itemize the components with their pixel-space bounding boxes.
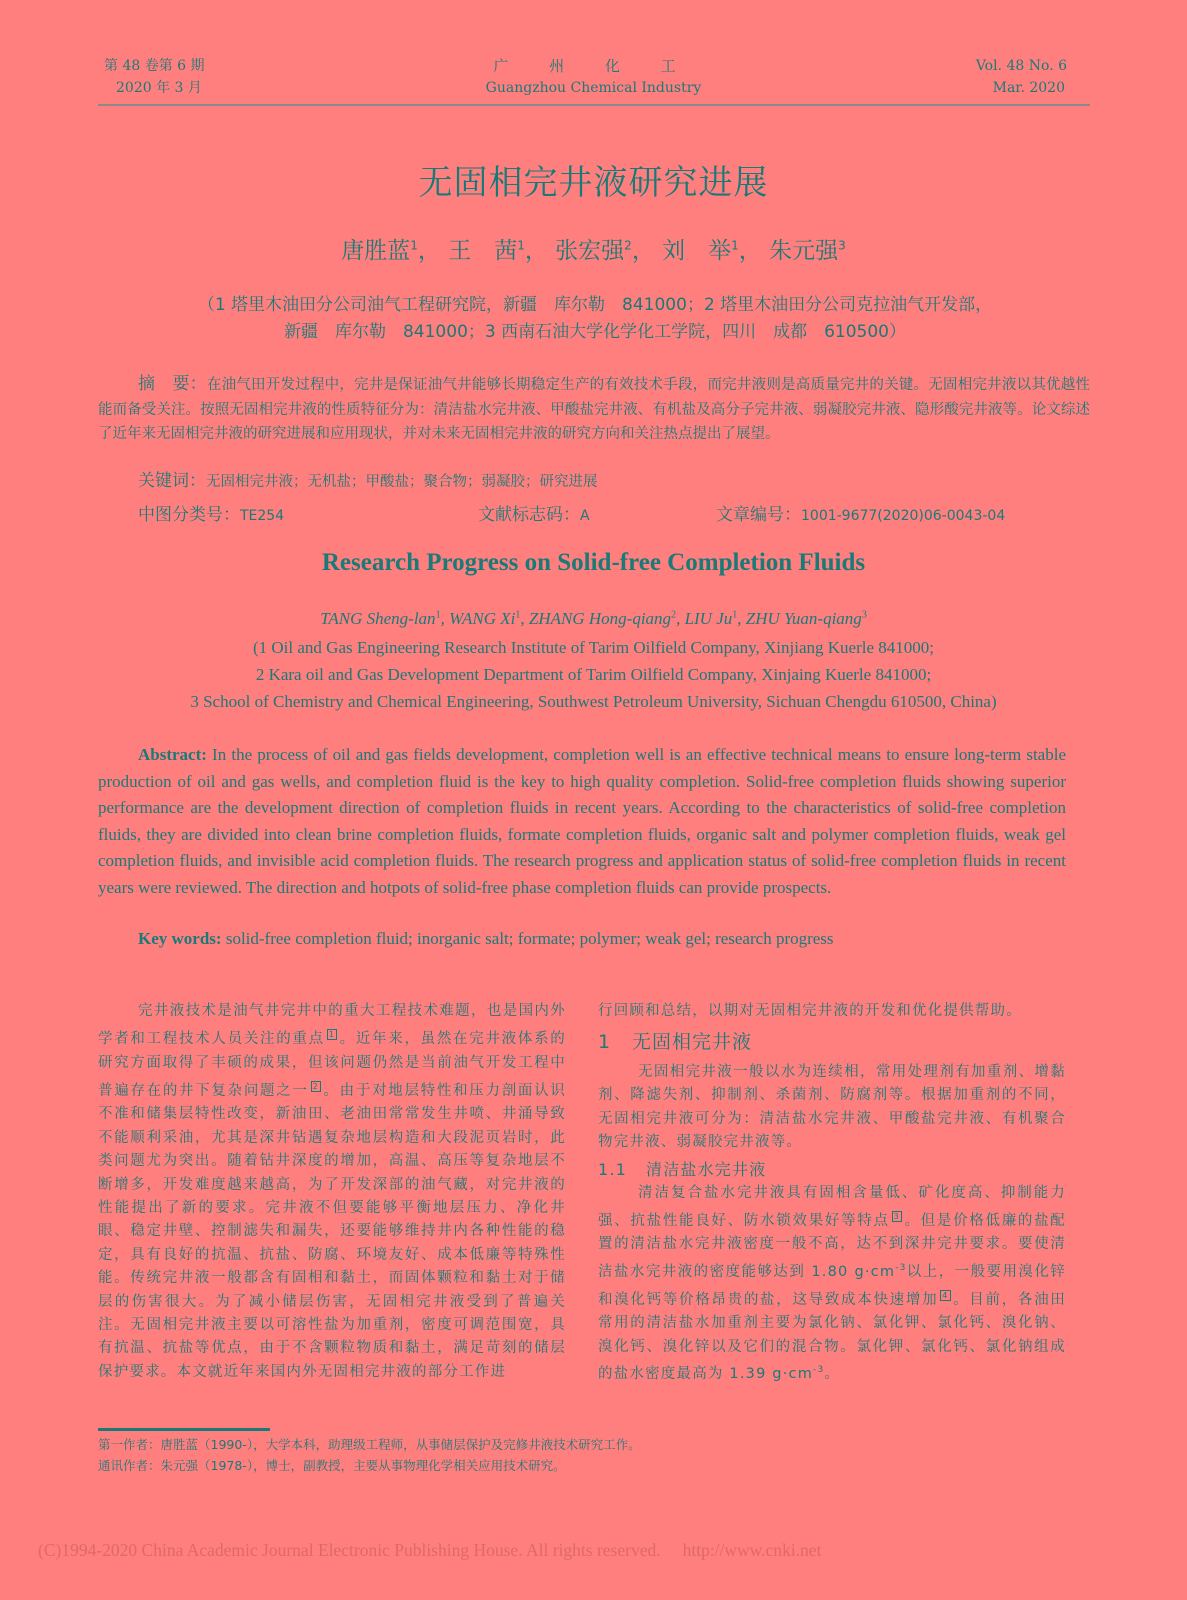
text-run: 。但是价格低廉的盐配置的清洁盐水完井液密度一般不高，达不到深井完井要求。要使清洁盐水完井液的密度能够达到 1.80 g·cm — [598, 1213, 1067, 1280]
abstract-label-cn: 摘 要： — [138, 374, 207, 394]
unit-exponent: -3 — [895, 1262, 907, 1273]
footnotes — [98, 1434, 641, 1476]
date-cn: 2020 年 3 月 — [116, 80, 202, 96]
author-name: 朱元强 — [769, 238, 839, 264]
affiliation-line-en: 3 School of Chemistry and Chemical Engineering, Southwest Petroleum University, Sichuan Chengdu 610500, China) — [190, 692, 997, 711]
author-affil-sup: 1 — [517, 238, 525, 253]
affiliation-line: （1 塔里木油田分公司油气工程研究院，新疆 库尔勒 841000；2 塔里木油田分公司克拉油气开发部， — [197, 295, 993, 315]
author-affil-sup: 1 — [515, 609, 521, 621]
author-name-en: WANG Xi — [449, 609, 516, 628]
text-run: 。近年来，虽然在完井液体系的研究方面取得了丰硕的成果，但该问题仍然是当前油气开发工程中普遍存在的井下复杂问题之一 — [98, 1031, 566, 1099]
copyright-watermark — [38, 1540, 821, 1561]
author-affil-sup: 1 — [410, 238, 418, 253]
author-affil-sup: 3 — [861, 609, 867, 621]
author-name-en: TANG Sheng-lan — [320, 609, 436, 628]
keywords-text-cn: 无固相完井液；无机盐；甲酸盐；聚合物；弱凝胶；研究进展 — [206, 474, 598, 490]
affiliation-line-en: (1 Oil and Gas Engineering Research Institute of Tarim Oilfield Company, Xinjiang Kuerle 841000; — [252, 638, 934, 657]
unit-exponent: -3 — [813, 1365, 825, 1376]
affiliations-en — [60, 634, 1127, 715]
author-list-en: TANG Sheng-lan$^1$, WANG Xi$^1$, ZHANG Hong-qiang$^2$, LIU Ju$^1$, ZHU Yuan-qiang$^3$ — [320, 609, 867, 628]
author-name: 唐胜蓝 — [341, 238, 411, 264]
body-paragraph: 行回顾和总结，以期对无固相完井液的开发和优化提供帮助。 — [598, 1003, 1022, 1019]
body-paragraph: 无固相完井液一般以水为连续相，常用处理剂有加重剂、增黏剂、降滤失剂、抑制剂、杀菌剂、防腐剂等。根据加重剂的不同，无固相完井液可分为：清洁盐水完井液、甲酸盐完井液、有机聚合物完井液、弱凝胶完井液等。 — [598, 1063, 1066, 1151]
volume-issue-cn: 第 48 卷第 6 期 — [104, 58, 205, 74]
footnote-divider — [98, 1428, 270, 1431]
body-paragraph — [98, 1000, 566, 1384]
footnote-corresponding-author: 通讯作者：朱元强（1978-），博士，副教授，主要从事物理化学相关应用技术研究。 — [98, 1458, 566, 1473]
journal-name-cn: 广 州 化 工 — [493, 57, 694, 75]
author-affil-sup: 2 — [624, 238, 632, 253]
clc-label: 中图分类号： — [138, 505, 240, 525]
affiliations-cn — [130, 292, 1060, 346]
journal-name-en: Guangzhou Chemical Industry — [485, 80, 702, 96]
section-heading-1 — [598, 1031, 1066, 1054]
journal-issue-info-en — [976, 55, 1067, 99]
author-affil-sup: 1 — [732, 609, 738, 621]
section-title: 无固相完井液 — [632, 1031, 753, 1054]
doc-code-value: A — [580, 508, 590, 524]
abstract-text-cn: 在油气田开发过程中，完井是保证油气井能够长期稳定生产的有效技术手段，而完井液则是高质量完井的关键。无固相完井液以其优越性能而备受关注。按照无固相完井液的性质特征分为：清洁盐水完井液、甲酸盐完井液、有机盐及高分子完井液、弱凝胶完井液、隐形酸完井液等。论文综述了近年来无固相完井液的研究进展和应用现状，并对未来无固相完井液的研究方向和关注热点提出了展望。 — [98, 377, 1090, 442]
paper-title-en: Research Progress on Solid-free Completion Fluids — [321, 549, 866, 576]
clc-number — [138, 500, 284, 525]
author-affil-sup: 2 — [671, 609, 677, 621]
abstract-en — [98, 742, 1066, 902]
doc-code-label: 文献标志码： — [478, 505, 580, 525]
body-paragraph — [598, 1182, 1066, 1387]
section-number: 1.1 — [598, 1160, 628, 1180]
body-column-right — [598, 1000, 1066, 1386]
keywords-cn — [138, 466, 598, 491]
author-affil-sup: 3 — [838, 238, 846, 253]
abstract-text-en: In the process of oil and gas fields development, completion well is an effective technical means to ensure long-term stable production of oil and gas wells, and completion fluid is the key to high quality completion. Solid-free completion fluids showing superior performance are the development direction of completion fluids in recent years. According to the characteristics of solid-free completion fluids, they are divided into clean brine completion fluids, formate completion fluids, organic salt and polymer completion fluids, weak gel completion fluids, and invisible acid completion fluids. The research progress and application status of solid-free completion fluids in recent years were reviewed. The direction and hotpots of solid-free phase completion fluids can provide prospects. — [98, 745, 1066, 897]
section-title: 清洁盐水完井液 — [646, 1160, 767, 1180]
document-code — [478, 500, 590, 525]
text-run: 以上，一般要用溴化锌和溴化钙等价格昂贵的盐，这导致成本快速增加 — [598, 1263, 1067, 1308]
keywords-label-cn: 关键词： — [138, 471, 206, 491]
body-column-left — [98, 1000, 566, 1384]
author-list-cn: 唐胜蓝$^1$， 王 茜$^1$， 张宏强$^2$， 刘 举$^1$， 朱元强$^3$ — [341, 238, 846, 264]
article-number-label: 文章编号： — [716, 505, 801, 525]
author-affil-sup: 1 — [435, 609, 441, 621]
footnote-first-author: 第一作者：唐胜蓝（1990-），大学本科，助理级工程师，从事储层保护及完修井液技术研究工作。 — [98, 1437, 641, 1452]
author-name: 张宏强 — [555, 238, 625, 264]
citation-ref[interactable]: 1 — [328, 1030, 336, 1040]
text-run: 。目前，各油田常用的清洁盐水加重剂主要为氯化钠、氯化钾、氯化钙、溴化钠、溴化钙、溴化锌以及它们的混合物。氯化钾、氯化钙、氯化钠组成的盐水密度最高为 1.39 g·cm — [598, 1291, 1067, 1382]
abstract-label-en: Abstract: — [138, 745, 207, 764]
paper-title-cn: 无固相完井液研究进展 — [418, 163, 769, 203]
keywords-en — [138, 929, 834, 949]
article-number — [716, 500, 1005, 525]
citation-ref[interactable]: 3 — [893, 1212, 900, 1222]
text-run: 。 — [824, 1366, 841, 1382]
section-heading-1-1 — [598, 1158, 1066, 1181]
date-en: Mar. 2020 — [992, 80, 1065, 96]
keywords-text-en: solid-free completion fluid; inorganic salt; formate; polymer; weak gel; research progress — [221, 929, 834, 948]
clc-value: TE254 — [240, 508, 285, 524]
affiliation-line-en: 2 Kara oil and Gas Development Department of Tarim Oilfield Company, Xinjaing Kuerle 841000; — [255, 665, 932, 684]
cnki-link[interactable]: http://www.cnki.net — [682, 1540, 822, 1560]
affiliation-line: 新疆 库尔勒 841000；3 西南石油大学化学化工学院，四川 成都 610500） — [283, 322, 906, 342]
author-name: 王 茜 — [448, 238, 518, 264]
volume-issue-en: Vol. 48 No. 6 — [975, 58, 1067, 74]
author-name-en: ZHANG Hong-qiang — [528, 609, 672, 628]
article-number-value: 1001-9677(2020)06-0043-04 — [801, 508, 1006, 524]
author-affil-sup: 1 — [731, 238, 739, 253]
citation-ref[interactable]: 4 — [942, 1291, 949, 1301]
text-run: 。由于对地层特性和压力剖面认识不准和储集层特性改变，新油田、老油田常常发生井喷、井涌导致不能顺利采油，尤其是深井钻遇复杂地层构造和大段泥页岩时，此类问题尤为突出。随着钻井深度的增加，高温、高压等复杂地层不断增多，开发难度越来越高，为了开发深部的油气藏，对完井液的性能提出了新的要求。完井液不但要能够平衡地层压力、净化井眼、稳定井壁、控制滤失和漏失，还要能够维持井内各种性能的稳定，具有良好的抗温、抗盐、防腐、环境友好、成本低廉等特殊性能。传统完井液一般都含有固相和黏土，而固体颗粒和黏土对于储层的伤害很大。为了减小储层伤害，无固相完井液受到了普遍关注。无固相完井液主要以可溶性盐为加重剂，密度可调范围宽，具有抗温、抗盐等优点，由于不含颗粒物质和黏土，满足苛刻的储层保护要求。本文就近年来国内外无固相完井液的部分工作进 — [98, 1082, 567, 1380]
text-run: 完井液技术是油气井完井中的重大工程技术难题，也是国内外学者和工程技术人员关注的重点 — [98, 1003, 566, 1048]
author-name-en: LIU Ju — [684, 609, 733, 628]
copyright-text: (C)1994-2020 China Academic Journal Electronic Publishing House. All rights reserved. — [38, 1540, 661, 1560]
citation-ref[interactable]: 2 — [312, 1082, 319, 1092]
keywords-label-en: Key words: — [138, 929, 222, 948]
abstract-cn — [98, 372, 1090, 447]
text-run: 清洁复合盐水完井液具有固相含量低、矿化度高、抑制能力强、抗盐性能良好、防水锁效果好等特点 — [598, 1184, 1066, 1230]
header-divider — [98, 104, 1090, 106]
author-name-en: ZHU Yuan-qiang — [745, 609, 862, 628]
author-name: 刘 举 — [662, 238, 732, 264]
section-number: 1 — [598, 1031, 612, 1054]
